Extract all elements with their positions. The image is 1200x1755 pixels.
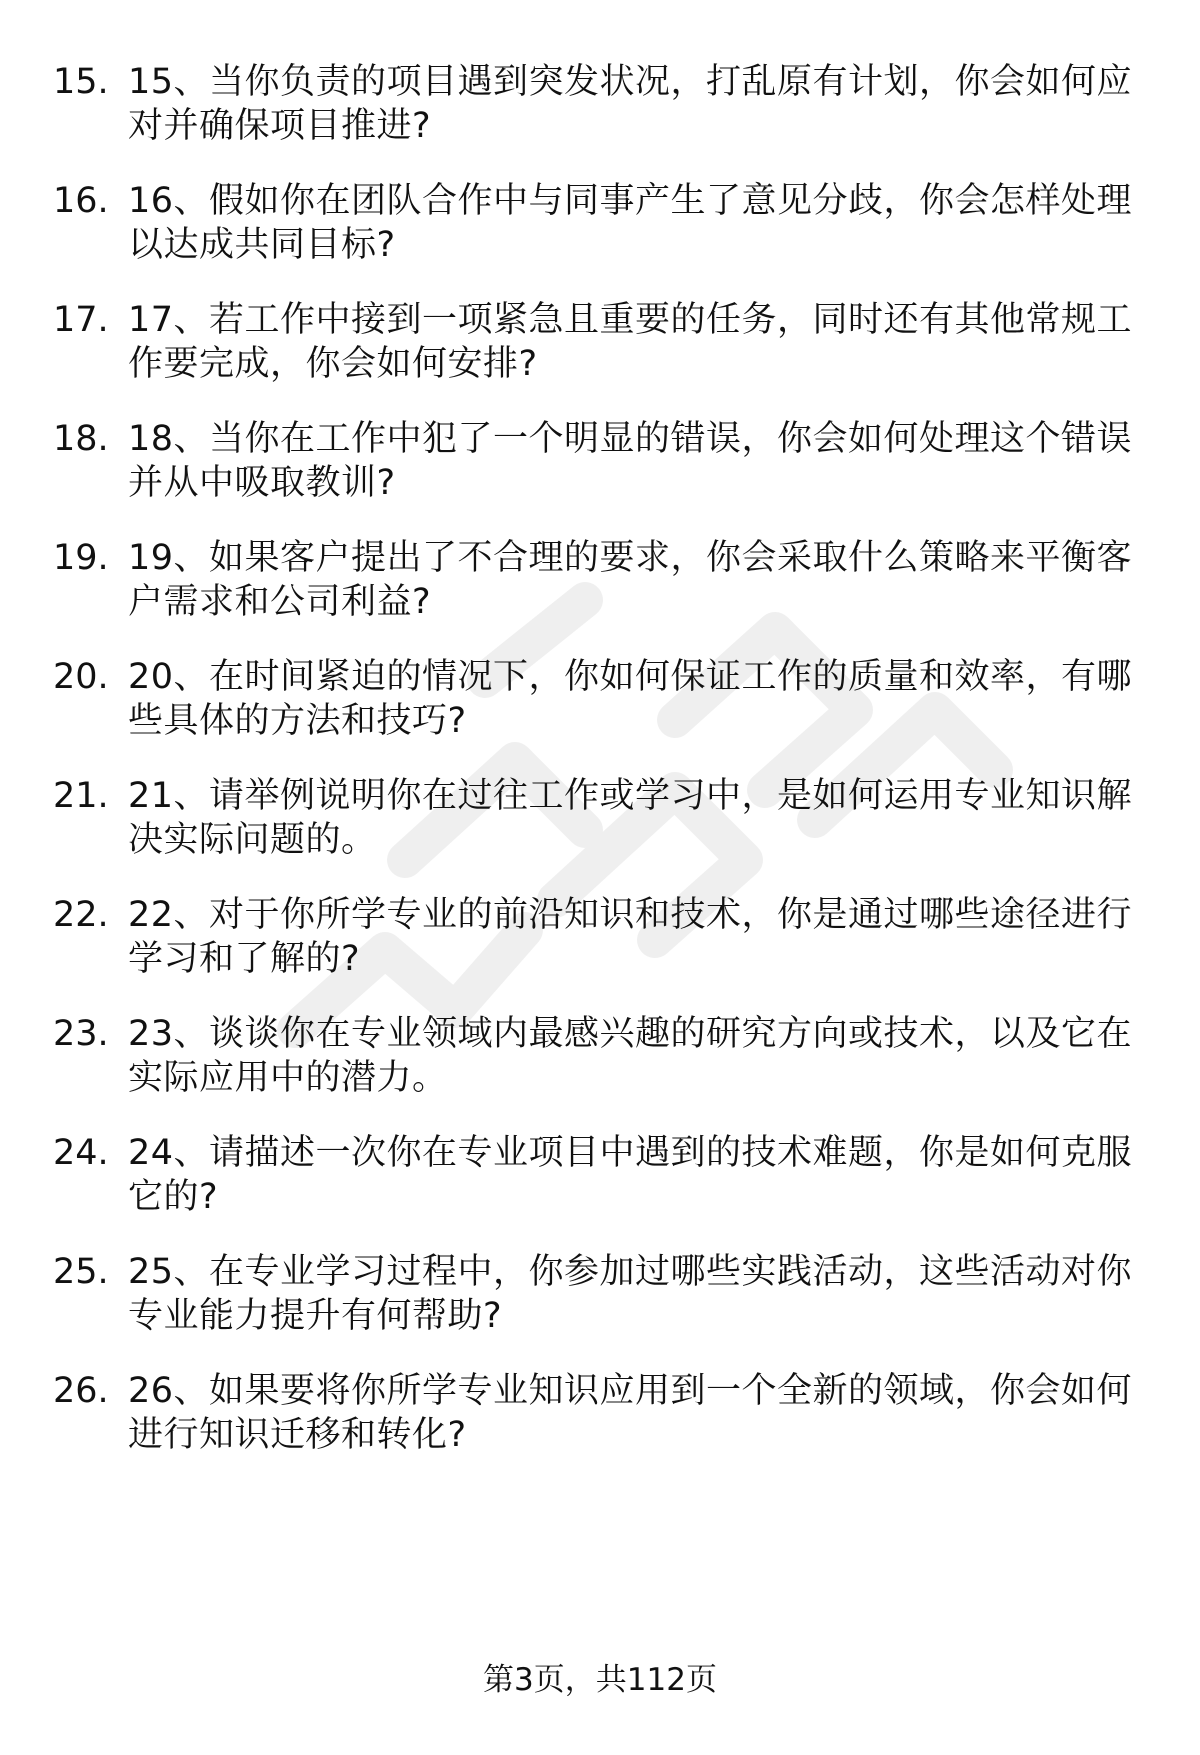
question-number: 25.: [53, 1252, 109, 1292]
question-item: [0, 60, 1200, 160]
question-number: 16.: [53, 181, 109, 221]
question-item: [0, 774, 1200, 874]
page-footer: 第3页，共112页: [483, 1662, 717, 1698]
question-number: 26.: [53, 1371, 109, 1411]
question-number: 22.: [53, 895, 109, 935]
question-item: [0, 1250, 1200, 1350]
question-item: [0, 417, 1200, 517]
question-number: 24.: [53, 1133, 109, 1173]
question-text: 22、对于你所学专业的前沿知识和技术，你是通过哪些途径进行学习和了解的?: [128, 895, 1133, 979]
question-text: 24、请描述一次你在专业项目中遇到的技术难题，你是如何克服它的?: [128, 1133, 1133, 1217]
question-item: [0, 1012, 1200, 1112]
question-text: 15、当你负责的项目遇到突发状况，打乱原有计划，你会如何应对并确保项目推进?: [128, 62, 1133, 146]
question-number: 23.: [53, 1014, 109, 1054]
question-text: 21、请举例说明你在过往工作或学习中，是如何运用专业知识解决实际问题的。: [128, 776, 1133, 860]
question-item: [0, 298, 1200, 398]
question-number: 20.: [53, 657, 109, 697]
question-text: 19、如果客户提出了不合理的要求，你会采取什么策略来平衡客户需求和公司利益?: [128, 538, 1133, 622]
question-number: 21.: [53, 776, 109, 816]
question-text: 26、如果要将你所学专业知识应用到一个全新的领域，你会如何进行知识迁移和转化?: [128, 1371, 1133, 1455]
question-item: [0, 1369, 1200, 1469]
question-text: 16、假如你在团队合作中与同事产生了意见分歧，你会怎样处理以达成共同目标?: [128, 181, 1133, 265]
question-item: [0, 536, 1200, 636]
question-text: 20、在时间紧迫的情况下，你如何保证工作的质量和效率，有哪些具体的方法和技巧?: [128, 657, 1133, 741]
question-item: [0, 179, 1200, 279]
question-text: 17、若工作中接到一项紧急且重要的任务，同时还有其他常规工作要完成，你会如何安排?: [128, 300, 1133, 384]
question-number: 15.: [53, 62, 109, 102]
question-number: 17.: [53, 300, 109, 340]
question-text: 18、当你在工作中犯了一个明显的错误，你会如何处理这个错误并从中吸取教训?: [128, 419, 1133, 503]
question-text: 25、在专业学习过程中，你参加过哪些实践活动，这些活动对你专业能力提升有何帮助?: [128, 1252, 1133, 1336]
question-number: 18.: [53, 419, 109, 459]
question-item: [0, 893, 1200, 993]
question-text: 23、谈谈你在专业领域内最感兴趣的研究方向或技术，以及它在实际应用中的潜力。: [128, 1014, 1133, 1098]
question-item: [0, 1131, 1200, 1231]
question-number: 19.: [53, 538, 109, 578]
question-item: [0, 655, 1200, 755]
